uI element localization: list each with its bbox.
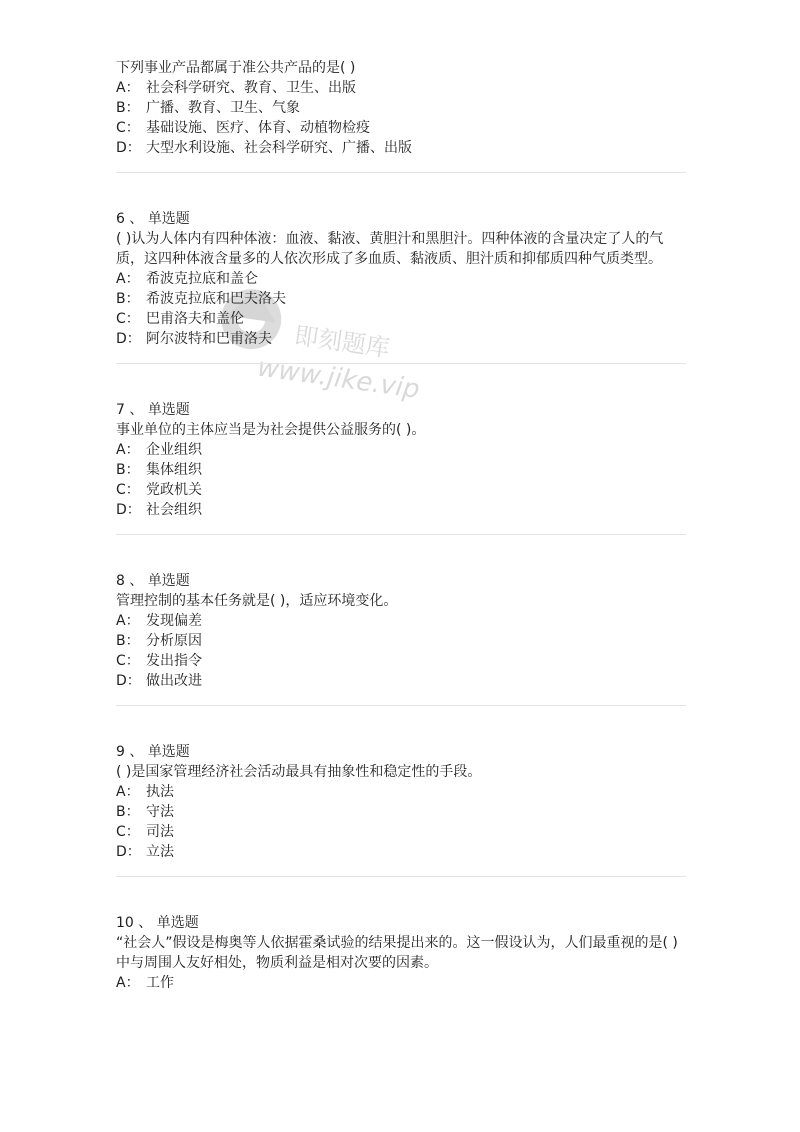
option-text: 司法	[146, 824, 174, 840]
option-letter: A：	[116, 784, 140, 800]
option-text: 阿尔波特和巴甫洛夫	[146, 331, 272, 347]
question-type: 单选题	[147, 211, 190, 227]
question-6	[116, 209, 686, 349]
option-text: 基础设施、医疗、体育、动植物检疫	[146, 120, 370, 136]
option-text: 做出改进	[146, 673, 202, 689]
option-letter: D：	[116, 673, 141, 689]
question-stem: 事业单位的主体应当是为社会提供公益服务的( )。	[116, 422, 426, 438]
option-letter: C：	[116, 824, 140, 840]
option-d	[116, 842, 686, 862]
question-type: 单选题	[147, 573, 190, 589]
option-text: 广播、教育、卫生、气象	[146, 100, 300, 116]
option-b	[116, 98, 686, 118]
option-letter: B：	[116, 100, 140, 116]
option-text: 守法	[146, 804, 174, 820]
option-letter: B：	[116, 633, 140, 649]
option-b	[116, 802, 686, 822]
question-10	[116, 913, 686, 993]
option-text: 发出指令	[146, 653, 202, 669]
option-b	[116, 460, 686, 480]
option-letter: D：	[116, 502, 141, 518]
option-letter: B：	[116, 291, 140, 307]
option-d	[116, 500, 686, 520]
question-type: 单选题	[147, 402, 190, 418]
question-header	[116, 742, 686, 762]
question-stem: “社会人”假设是梅奥等人依据霍桑试验的结果提出来的。这一假设认为，人们最重视的是( )中与周围人友好相处，物质利益是相对次要的因素。	[116, 935, 678, 971]
question-list	[116, 58, 686, 993]
option-d	[116, 671, 686, 691]
option-text: 大型水利设施、社会科学研究、广播、出版	[146, 140, 412, 156]
option-a	[116, 78, 686, 98]
question-stem: ( )认为人体内有四种体液：血液、黏液、黄胆汁和黑胆汁。四种体液的含量决定了人的气质，这四种体液含量多的人依次形成了多血质、黏液质、胆汁质和抑郁质四种气质类型。	[116, 231, 664, 267]
option-a	[116, 611, 686, 631]
question-8	[116, 571, 686, 691]
option-text: 巴甫洛夫和盖伦	[146, 311, 244, 327]
option-c	[116, 309, 686, 329]
question-type: 单选题	[147, 744, 190, 760]
option-text: 希波克拉底和巴夫洛夫	[146, 291, 286, 307]
question-number: 8 、	[116, 573, 144, 589]
divider	[116, 876, 686, 877]
question-stem: ( )是国家管理经济社会活动最具有抽象性和稳定性的手段。	[116, 764, 482, 780]
option-c	[116, 118, 686, 138]
divider	[116, 172, 686, 173]
option-letter: B：	[116, 804, 140, 820]
option-text: 企业组织	[146, 442, 202, 458]
option-letter: C：	[116, 653, 140, 669]
divider	[116, 705, 686, 706]
option-letter: A：	[116, 271, 140, 287]
option-letter: C：	[116, 482, 140, 498]
option-letter: D：	[116, 140, 141, 156]
question-number: 6 、	[116, 211, 144, 227]
option-letter: C：	[116, 311, 140, 327]
question-number: 7 、	[116, 402, 144, 418]
question-number: 9 、	[116, 744, 144, 760]
option-text: 发现偏差	[146, 613, 202, 629]
option-text: 社会科学研究、教育、卫生、出版	[146, 80, 356, 96]
watermark-title: 即刻题库	[292, 321, 392, 363]
option-letter: C：	[116, 120, 140, 136]
option-letter: A：	[116, 80, 140, 96]
watermark-url: www.jike.vip	[255, 352, 422, 406]
option-letter: B：	[116, 462, 140, 478]
option-text: 分析原因	[146, 633, 202, 649]
question-header	[116, 209, 686, 229]
option-letter: A：	[116, 975, 140, 991]
option-b	[116, 289, 686, 309]
option-text: 工作	[146, 975, 174, 991]
option-a	[116, 782, 686, 802]
option-text: 立法	[146, 844, 174, 860]
question-type: 单选题	[156, 915, 199, 931]
option-letter: D：	[116, 331, 141, 347]
question-header	[116, 571, 686, 591]
question-number: 10 、	[116, 915, 153, 931]
divider	[116, 534, 686, 535]
question-header	[116, 400, 686, 420]
divider	[116, 363, 686, 364]
question-7	[116, 400, 686, 520]
question-stem: 下列事业产品都属于准公共产品的是( )	[116, 60, 356, 76]
option-c	[116, 651, 686, 671]
question-header	[116, 913, 686, 933]
option-c	[116, 822, 686, 842]
option-letter: A：	[116, 442, 140, 458]
option-d	[116, 329, 686, 349]
option-text: 执法	[146, 784, 174, 800]
option-a	[116, 440, 686, 460]
option-letter: A：	[116, 613, 140, 629]
option-d	[116, 138, 686, 158]
option-a	[116, 269, 686, 289]
question-stem: 管理控制的基本任务就是( )，适应环境变化。	[116, 593, 398, 609]
option-letter: D：	[116, 844, 141, 860]
option-c	[116, 480, 686, 500]
question-9	[116, 742, 686, 862]
option-text: 集体组织	[146, 462, 202, 478]
option-text: 党政机关	[146, 482, 202, 498]
option-text: 希波克拉底和盖仑	[146, 271, 258, 287]
option-b	[116, 631, 686, 651]
question-5	[116, 58, 686, 158]
option-a	[116, 973, 686, 993]
option-text: 社会组织	[146, 502, 202, 518]
